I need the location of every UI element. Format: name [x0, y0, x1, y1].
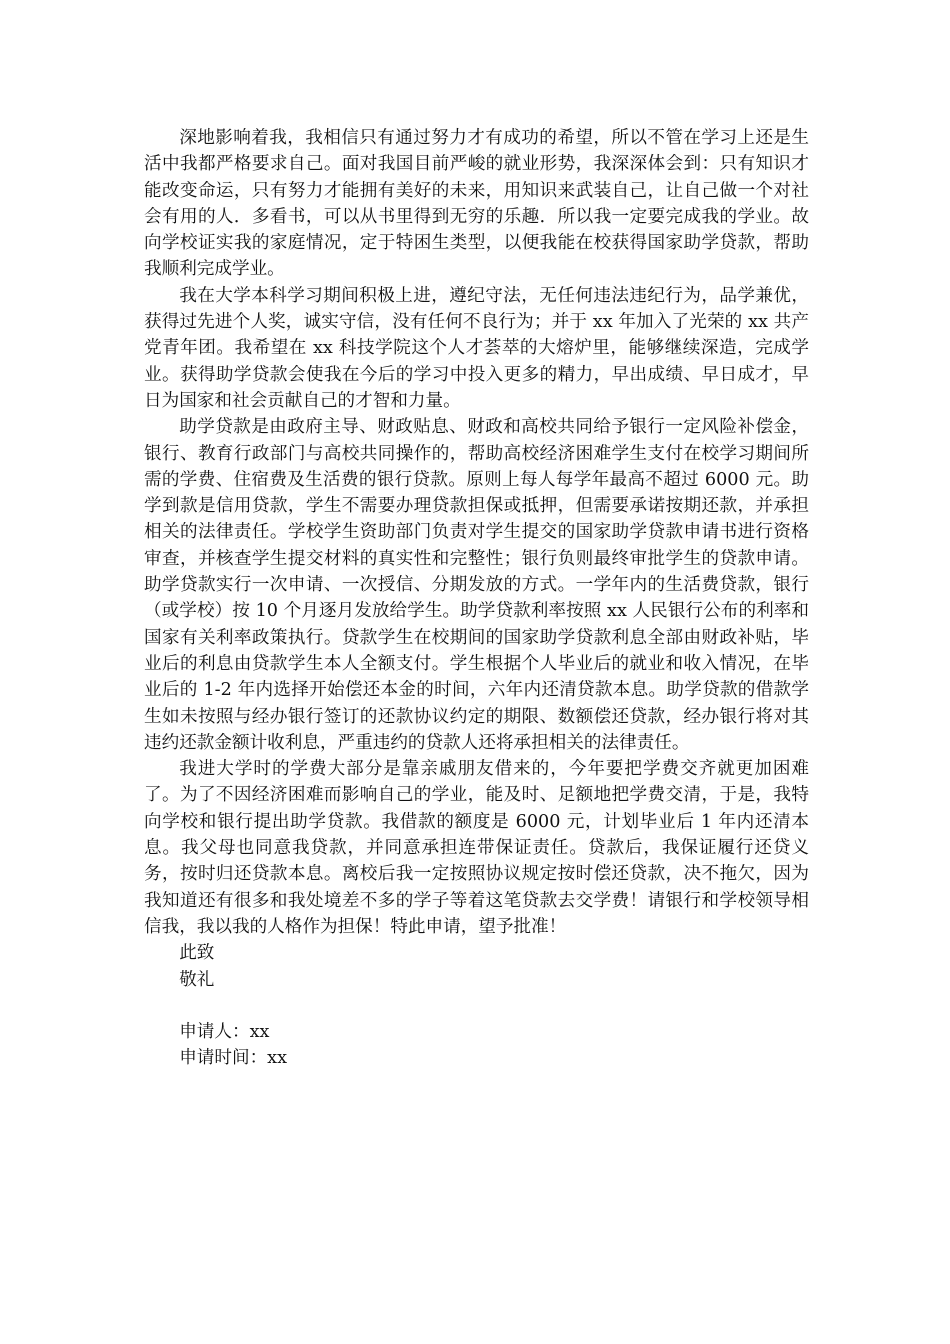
paragraph-family-situation: 深地影响着我，我相信只有通过努力才有成功的希望，所以不管在学习上还是生活中我都严格要求自己。面对我国目前严峻的就业形势，我深深体会到：只有知识才能改变命运，只有努力才能拥有美好的未来，用知识来武装自己，让自己做一个对社会有用的人．多看书，可以从书里得到无穷的乐趣．所以我一定要完成我的学业。故向学校证实我的家庭情况，定于特困生类型，以便我能在校获得国家助学贷款，帮助我顺利完成学业。	[144, 128, 809, 280]
document-body	[144, 125, 809, 1072]
application-date: 申请时间：xx	[179, 1048, 288, 1069]
paragraph-loan-policy: 助学贷款是由政府主导、财政贴息、财政和高校共同给予银行一定风险补偿金，银行、教育行政部门与高校共同操作的，帮助高校经济困难学生支付在校学习期间所需的学费、住宿费及生活费的银行贷款。原则上每人每学年最高不超过 6000 元。助学到款是信用贷款，学生不需要办理贷款担保或抵押，但需要承诺按期还款，并承担相关的法律责任。学校学生资助部门负责对学生提交的国家助学贷款申请书进行资格审查，并核查学生提交材料的真实性和完整性；银行负则最终审批学生的贷款申请。助学贷款实行一次申请、一次授信、分期发放的方式。一学年内的生活费贷款，银行（或学校）按 10 个月逐月发放给学生。助学贷款利率按照 xx 人民银行公布的利率和国家有关利率政策执行。贷款学生在校期间的国家助学贷款利息全部由财政补贴，毕业后的利息由贷款学生本人全额支付。学生根据个人毕业后的就业和收入情况，在毕业后的 1-2 年内选择开始偿还本金的时间，六年内还清贷款本息。助学贷款的借款学生如未按照与经办银行签订的还款协议约定的期限、数额偿还贷款，经办银行将对其违约还款金额计收利息，严重违约的贷款人还将承担相关的法律责任。	[144, 417, 809, 753]
closing-salutation: 此致	[179, 943, 215, 964]
closing-regards: 敬礼	[179, 969, 215, 990]
blank-line	[144, 993, 809, 1019]
paragraph-loan-request: 我进大学时的学费大部分是靠亲戚朋友借来的，今年要把学费交齐就更加困难了。为了不因经济困难而影响自己的学业，能及时、足额地把学费交清，于是，我特向学校和银行提出助学贷款。我借款的额度是 6000 元，计划毕业后 1 年内还清本息。我父母也同意我贷款，并同意承担连带保证责任。贷款后，我保证履行还贷义务，按时归还贷款本息。离校后我一定按照协议规定按时偿还贷款，决不拖欠，因为我知道还有很多和我处境差不多的学子等着这笔贷款去交学费！请银行和学校领导相信我，我以我的人格作为担保！特此申请，望予批准！	[144, 759, 809, 937]
paragraph-personal-record: 我在大学本科学习期间积极上进，遵纪守法，无任何违法违纪行为，品学兼优，获得过先进个人奖，诚实守信，没有任何不良行为；并于 xx 年加入了光荣的 xx 共产党青年团。我希望在 xx 科技学院这个人才荟萃的大熔炉里，能够继续深造，完成学业。获得助学贷款会使我在今后的学习中投入更多的精力，早出成绩、早日成才，早日为国家和社会贡献自己的才智和力量。	[144, 285, 809, 411]
applicant-name: 申请人：xx	[179, 1022, 270, 1043]
